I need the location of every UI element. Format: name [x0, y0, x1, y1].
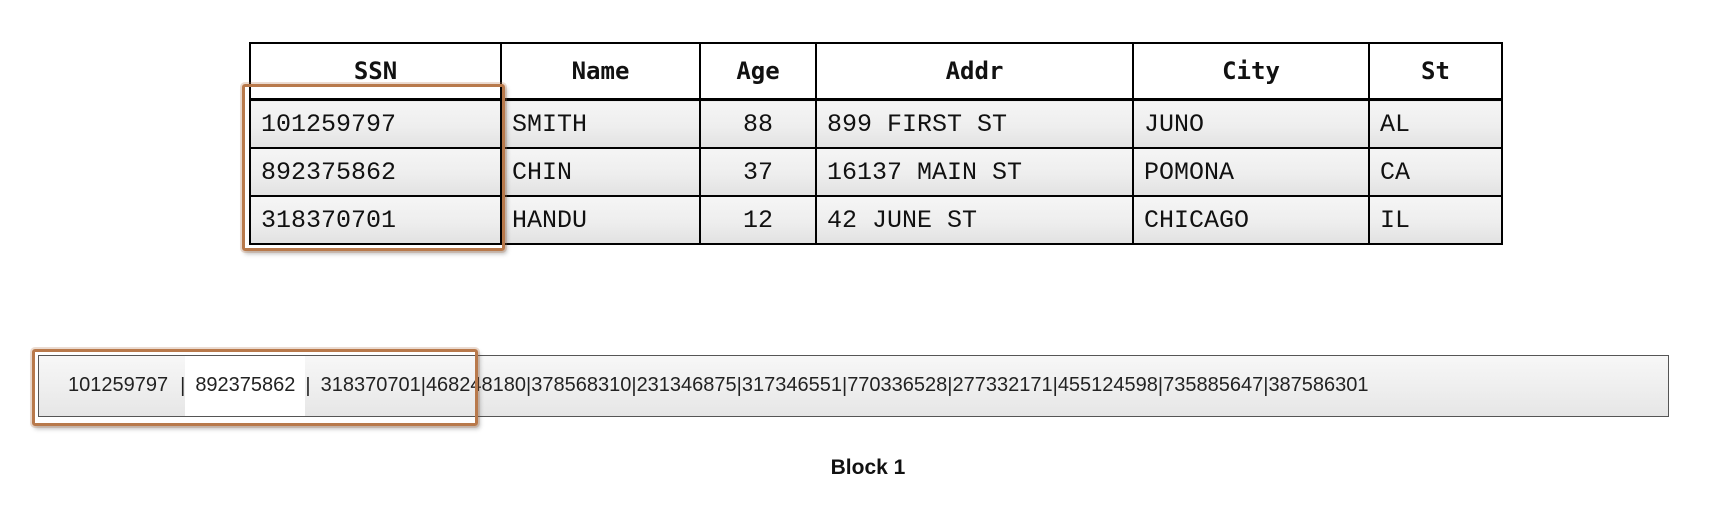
cell-ssn: 318370701 [250, 196, 501, 244]
block-strip [38, 355, 1669, 417]
block-value: 892375862 [185, 356, 305, 416]
cell-name: HANDU [501, 196, 700, 244]
block-value: 735885647 [1163, 374, 1264, 396]
record-table [249, 42, 1503, 245]
block-value: 101259797 [68, 374, 169, 396]
column-header-st: St [1369, 43, 1502, 100]
table-row [250, 148, 1502, 196]
block-value: 468248180 [425, 374, 527, 396]
record-table-container [249, 42, 1501, 243]
block-value: 277332171 [952, 374, 1053, 396]
block-value: 317346551 [741, 374, 842, 396]
table-row [250, 100, 1502, 149]
block-value: 231346875 [636, 374, 737, 396]
value-separator: | [631, 374, 637, 397]
value-separator: | [1263, 374, 1269, 397]
cell-name: CHIN [501, 148, 700, 196]
block-value: 455124598 [1057, 374, 1158, 396]
table-header-row [250, 43, 1502, 100]
cell-addr: 16137 MAIN ST [816, 148, 1133, 196]
cell-age: 12 [700, 196, 816, 244]
column-header-age: Age [700, 43, 816, 100]
cell-st: AL [1369, 100, 1502, 149]
cell-name: SMITH [501, 100, 700, 149]
value-separator: | [180, 374, 186, 397]
block-value: 387586301 [1268, 374, 1369, 396]
table-row [250, 196, 1502, 244]
cell-age: 88 [700, 100, 816, 149]
cell-addr: 42 JUNE ST [816, 196, 1133, 244]
block-caption: Block 1 [830, 456, 906, 479]
cell-addr: 899 FIRST ST [816, 100, 1133, 149]
column-header-city: City [1133, 43, 1369, 100]
cell-city: CHICAGO [1133, 196, 1369, 244]
cell-ssn: 101259797 [250, 100, 501, 149]
cell-ssn: 892375862 [250, 148, 501, 196]
cell-st: IL [1369, 196, 1502, 244]
column-header-name: Name [501, 43, 700, 100]
value-separator: | [1052, 374, 1058, 397]
value-separator: | [305, 374, 311, 397]
cell-st: CA [1369, 148, 1502, 196]
block-value: 378568310 [531, 374, 632, 396]
value-separator: | [736, 374, 742, 397]
cell-city: JUNO [1133, 100, 1369, 149]
value-separator: | [841, 374, 848, 397]
value-separator: | [1157, 374, 1164, 397]
block-values [39, 356, 1369, 416]
value-separator: | [526, 374, 532, 397]
column-header-addr: Addr [816, 43, 1133, 100]
block-value: 770336528 [847, 374, 948, 396]
value-separator: | [947, 374, 953, 397]
value-separator: | [420, 374, 426, 397]
block-value: 318370701 [320, 374, 421, 396]
cell-age: 37 [700, 148, 816, 196]
column-header-ssn: SSN [250, 43, 501, 100]
cell-city: POMONA [1133, 148, 1369, 196]
